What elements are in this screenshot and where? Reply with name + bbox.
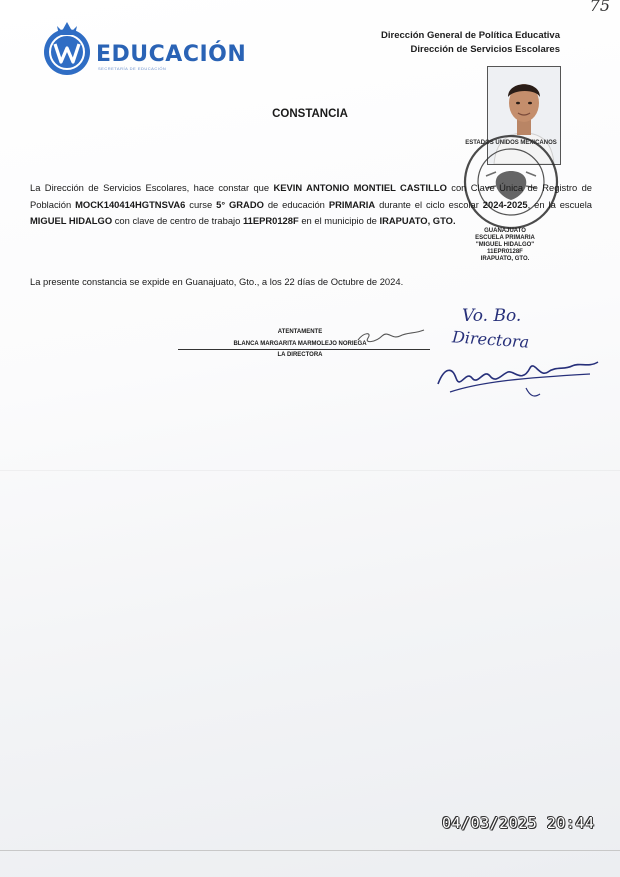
body-text-6: , en la escuela [527,198,593,210]
corner-mark: 75 [589,0,610,15]
stamp-ring-text: ESTADOS UNIDOS MEXICANOS [465,140,557,146]
school-cycle: 2024-2025 [482,198,528,210]
education-level: PRIMARIA [328,198,376,210]
body-text-8: en el municipio de [298,215,380,226]
document-title: CONSTANCIA [272,108,348,120]
student-grade: 5° GRADO [216,198,264,210]
closing-text: ATENTAMENTE [277,329,323,335]
stamp-text-block [446,228,564,263]
expedition-statement: La presente constancia se expide en Guanajuato, Gto., a los 22 días de Octubre de 2024. [30,276,404,287]
stamp-line-5: IRAPUATO, GTO. [480,256,530,262]
body-text-7: con clave de centro de trabajo [112,215,243,226]
student-curp: MOCK140414HGTNSVA6 [75,198,186,210]
stamp-line-1: GUANAJUATO [484,228,526,234]
body-paragraph [30,180,592,230]
handwritten-vobo: Vo. Bo. [462,306,522,326]
logo-subtext: SECRETARÍA DE EDUCACIÓN [98,66,167,71]
student-name: KEVIN ANTONIO MONTIEL CASTILLO [273,182,447,193]
body-text-4: de educación [263,198,329,210]
header-line-1: Dirección General de Política Educativa [381,30,560,41]
signature-line [178,349,430,350]
header-line-2: Dirección de Servicios Escolares [410,44,560,55]
school-cct: 11EPR0128F [242,215,299,226]
body-text-1: La Dirección de Servicios Escolares, hace constar que [30,182,274,193]
logo-wordmark: EDUCACIÓN [96,42,247,67]
school-name: MIGUEL HIDALGO [30,215,113,226]
signer-role: LA DIRECTORA [277,352,323,358]
municipality: IRAPUATO, GTO. [379,215,456,226]
body-text-3: curse [185,198,217,210]
scan-timestamp: 04/03/2025 20:44 [442,814,595,832]
education-logo-icon [38,16,96,78]
paper-crease [0,470,620,471]
page-edge [0,850,620,851]
body-text-5: durante el ciclo escolar [375,198,483,210]
handwritten-directora: Directora [451,327,530,352]
stamp-line-2: ESCUELA PRIMARIA [475,235,535,241]
handwritten-signature-icon [430,348,605,404]
stamp-line-3: "MIGUEL HIDALGO" [475,242,535,248]
signer-name: BLANCA MARGARITA MARMOLEJO NORIEGA [233,341,367,347]
body-text-2: con Clave Única de Registro de Población [30,182,592,210]
stamp-line-4: 11EPR0128F [487,249,523,255]
